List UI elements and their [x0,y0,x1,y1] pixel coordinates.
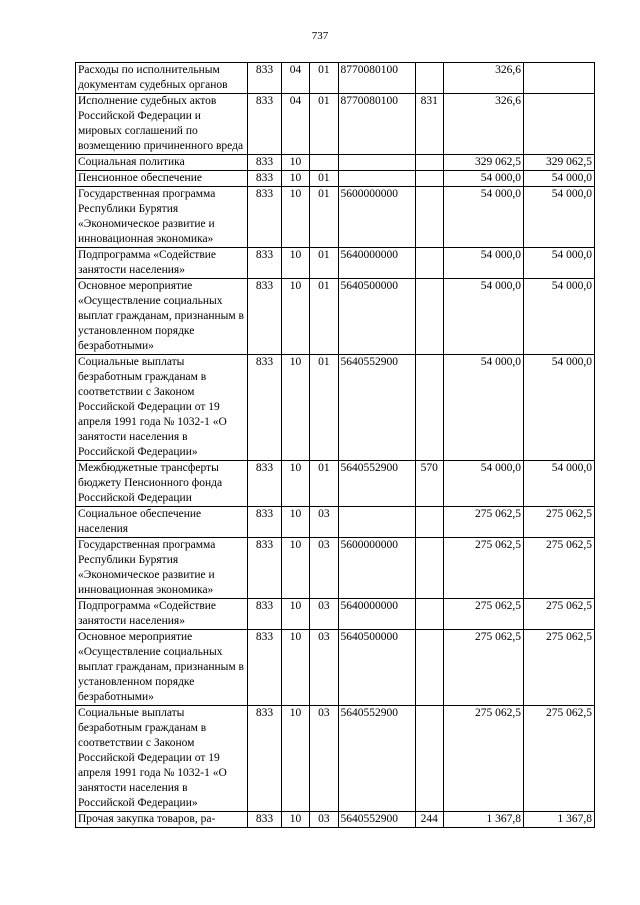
budget-table-body [76,63,595,828]
expense-name-cell: Подпрограмма «Содействие занятости населения» [76,248,248,279]
target-article-code-cell: 5640000000 [338,599,415,630]
subsection-code-cell: 01 [310,355,338,461]
amount-cell: 54 000,0 [443,171,523,187]
amount-cell: 1 367,8 [443,812,523,828]
section-code-cell: 10 [281,538,309,599]
section-code-cell: 10 [281,279,309,355]
expense-name-cell: Основное мероприятие «Осуществление социальных выплат гражданам, признанным в установленном порядке безработными» [76,279,248,355]
subsection-code-cell: 03 [310,812,338,828]
amount-cell: 275 062,5 [443,706,523,812]
table-row [76,155,595,171]
expense-type-code-cell: 831 [415,94,443,155]
expense-name-cell: Исполнение судебных актов Российской Федерации и мировых соглашений по возмещению причиненного вреда [76,94,248,155]
amount-cell: 275 062,5 [523,507,594,538]
table-row [76,279,595,355]
table-row [76,599,595,630]
ministry-code-cell: 833 [248,599,281,630]
section-code-cell: 10 [281,812,309,828]
amount-cell: 275 062,5 [443,599,523,630]
table-row [76,630,595,706]
ministry-code-cell: 833 [248,63,281,94]
target-article-code-cell [338,507,415,538]
expense-type-code-cell [415,63,443,94]
ministry-code-cell: 833 [248,155,281,171]
amount-cell: 1 367,8 [523,812,594,828]
amount-cell: 275 062,5 [443,507,523,538]
ministry-code-cell: 833 [248,812,281,828]
expense-name-cell: Государственная программа Республики Бурятия «Экономическое развитие и инновационная экономика» [76,538,248,599]
expense-type-code-cell [415,355,443,461]
ministry-code-cell: 833 [248,630,281,706]
amount-cell: 275 062,5 [443,538,523,599]
target-article-code-cell [338,155,415,171]
target-article-code-cell: 5640500000 [338,279,415,355]
table-row [76,538,595,599]
subsection-code-cell [310,155,338,171]
amount-cell: 54 000,0 [523,187,594,248]
ministry-code-cell: 833 [248,461,281,507]
table-row [76,171,595,187]
ministry-code-cell: 833 [248,279,281,355]
target-article-code-cell: 5640552900 [338,706,415,812]
page-number: 737 [311,30,329,42]
expense-name-cell: Основное мероприятие «Осуществление социальных выплат гражданам, признанным в установленном порядке безработными» [76,630,248,706]
amount-cell: 329 062,5 [443,155,523,171]
target-article-code-cell [338,171,415,187]
subsection-code-cell: 01 [310,63,338,94]
table-row [76,507,595,538]
ministry-code-cell: 833 [248,248,281,279]
amount-cell: 326,6 [443,94,523,155]
expense-name-cell: Социальные выплаты безработным гражданам в соответствии с Законом Российской Федерации от 19 апреля 1991 года № 1032-1 «О занятости населения в Российской Федерации» [76,355,248,461]
amount-cell: 54 000,0 [523,355,594,461]
expense-name-cell: Расходы по исполнительным документам судебных органов [76,63,248,94]
expense-type-code-cell [415,630,443,706]
amount-cell: 329 062,5 [523,155,594,171]
expense-type-code-cell [415,279,443,355]
amount-cell: 275 062,5 [523,599,594,630]
amount-cell: 54 000,0 [523,248,594,279]
expense-type-code-cell [415,538,443,599]
table-row [76,812,595,828]
amount-cell: 54 000,0 [443,461,523,507]
target-article-code-cell: 8770080100 [338,63,415,94]
section-code-cell: 04 [281,63,309,94]
amount-cell: 54 000,0 [443,279,523,355]
expense-type-code-cell [415,171,443,187]
amount-cell: 54 000,0 [523,461,594,507]
expense-name-cell: Социальные выплаты безработным гражданам в соответствии с Законом Российской Федерации от 19 апреля 1991 года № 1032-1 «О занятости населения в Российской Федерации» [76,706,248,812]
expense-type-code-cell [415,248,443,279]
amount-cell: 326,6 [443,63,523,94]
expense-name-cell: Прочая закупка товаров, ра- [76,812,248,828]
amount-cell: 275 062,5 [523,630,594,706]
expense-name-cell: Государственная программа Республики Бурятия «Экономическое развитие и инновационная экономика» [76,187,248,248]
expense-type-code-cell: 570 [415,461,443,507]
amount-cell: 275 062,5 [523,538,594,599]
ministry-code-cell: 833 [248,706,281,812]
section-code-cell: 10 [281,507,309,538]
expense-type-code-cell [415,187,443,248]
budget-table [75,62,595,828]
amount-cell: 54 000,0 [443,248,523,279]
expense-name-cell: Социальное обеспечение населения [76,507,248,538]
ministry-code-cell: 833 [248,538,281,599]
section-code-cell: 10 [281,155,309,171]
section-code-cell: 10 [281,599,309,630]
target-article-code-cell: 5640000000 [338,248,415,279]
section-code-cell: 10 [281,355,309,461]
ministry-code-cell: 833 [248,507,281,538]
subsection-code-cell: 03 [310,630,338,706]
table-row [76,94,595,155]
section-code-cell: 10 [281,706,309,812]
table-row [76,187,595,248]
amount-cell: 275 062,5 [443,630,523,706]
section-code-cell: 10 [281,187,309,248]
subsection-code-cell: 01 [310,94,338,155]
section-code-cell: 10 [281,461,309,507]
amount-cell [523,94,594,155]
subsection-code-cell: 01 [310,187,338,248]
ministry-code-cell: 833 [248,355,281,461]
expense-type-code-cell [415,706,443,812]
target-article-code-cell: 5600000000 [338,538,415,599]
expense-name-cell: Подпрограмма «Содействие занятости населения» [76,599,248,630]
ministry-code-cell: 833 [248,94,281,155]
subsection-code-cell: 03 [310,538,338,599]
subsection-code-cell: 01 [310,461,338,507]
amount-cell: 275 062,5 [523,706,594,812]
section-code-cell: 04 [281,94,309,155]
table-row [76,706,595,812]
table-row [76,248,595,279]
target-article-code-cell: 5640552900 [338,812,415,828]
section-code-cell: 10 [281,171,309,187]
target-article-code-cell: 8770080100 [338,94,415,155]
expense-name-cell: Социальная политика [76,155,248,171]
subsection-code-cell: 01 [310,171,338,187]
table-row [76,461,595,507]
target-article-code-cell: 5640552900 [338,355,415,461]
expense-type-code-cell [415,507,443,538]
amount-cell [523,63,594,94]
target-article-code-cell: 5640552900 [338,461,415,507]
table-row [76,355,595,461]
amount-cell: 54 000,0 [523,279,594,355]
amount-cell: 54 000,0 [443,187,523,248]
amount-cell: 54 000,0 [443,355,523,461]
subsection-code-cell: 01 [310,248,338,279]
subsection-code-cell: 03 [310,706,338,812]
subsection-code-cell: 03 [310,599,338,630]
table-row [76,63,595,94]
ministry-code-cell: 833 [248,171,281,187]
expense-type-code-cell: 244 [415,812,443,828]
expense-type-code-cell [415,599,443,630]
expense-name-cell: Межбюджетные трансферты бюджету Пенсионного фонда Российской Федерации [76,461,248,507]
subsection-code-cell: 01 [310,279,338,355]
section-code-cell: 10 [281,248,309,279]
amount-cell: 54 000,0 [523,171,594,187]
target-article-code-cell: 5640500000 [338,630,415,706]
subsection-code-cell: 03 [310,507,338,538]
expense-name-cell: Пенсионное обеспечение [76,171,248,187]
ministry-code-cell: 833 [248,187,281,248]
expense-type-code-cell [415,155,443,171]
target-article-code-cell: 5600000000 [338,187,415,248]
section-code-cell: 10 [281,630,309,706]
